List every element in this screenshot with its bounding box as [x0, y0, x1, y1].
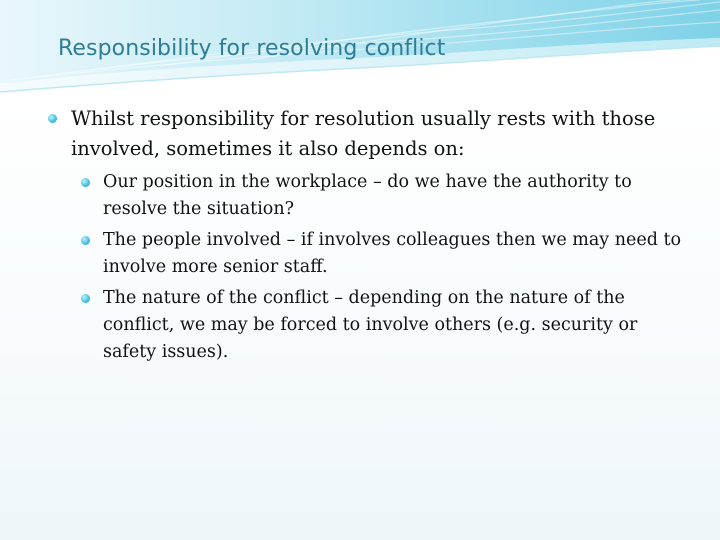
- bullet-dot-icon: [81, 236, 90, 245]
- sub-bullet-item-people: [48, 227, 688, 281]
- bullet-text: Our position in the workplace – do we have the authority to resolve the situation?: [103, 172, 632, 219]
- bullet-text: The nature of the conflict – depending on the nature of the conflict, we may be forced to involve others (e.g. security or safety issues).: [103, 288, 638, 362]
- bullet-text: Whilst responsibility for resolution usually rests with those involved, sometimes it also depends on:: [71, 107, 656, 160]
- bullet-text: The people involved – if involves colleagues then we may need to involve more senior staff.: [103, 230, 682, 277]
- page-title: Responsibility for resolving conflict: [58, 36, 446, 61]
- sub-bullet-item-nature: [48, 285, 688, 366]
- bullet-dot-icon: [81, 294, 90, 303]
- bullet-list: [48, 100, 688, 366]
- bullet-dot-icon: [81, 178, 90, 187]
- bullet-item-main: [48, 104, 688, 164]
- bullet-dot-icon: [48, 114, 57, 123]
- sub-bullet-item-position: [48, 169, 688, 223]
